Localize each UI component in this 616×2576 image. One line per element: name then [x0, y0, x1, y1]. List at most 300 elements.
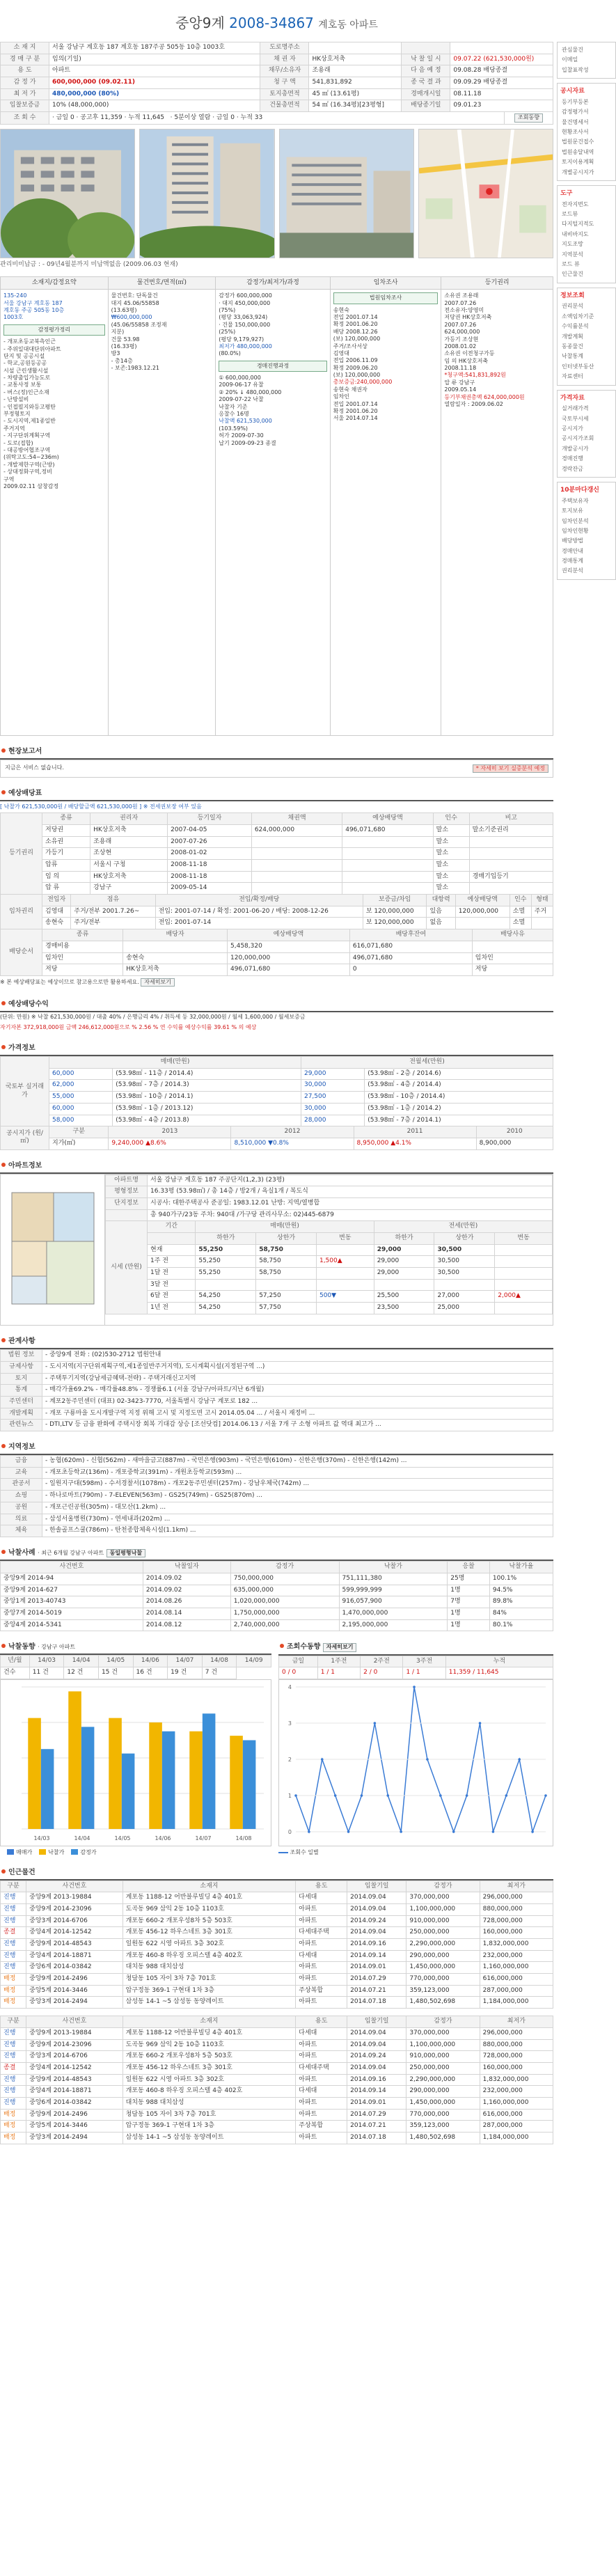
near2-cell: 287,000,000	[480, 2121, 553, 2133]
apt-price-cell: 1년 전	[148, 1303, 196, 1314]
month-tab[interactable]: 14/09	[237, 1656, 271, 1667]
recent-cell: 1,750,000,000	[230, 1608, 339, 1620]
sidebar-item[interactable]: 물건명세서	[562, 118, 589, 125]
trend-head: 1주전	[317, 1656, 360, 1667]
apt-price-cell: 57,250	[256, 1291, 317, 1303]
near-cell: 도곡동 969 삼익 2동 10층 1103호	[123, 1903, 296, 1915]
rent-price: 30,000	[301, 1103, 364, 1115]
near2-cell: 종결	[1, 2062, 26, 2074]
apt-label	[106, 1209, 148, 1221]
legend-swatch	[7, 1849, 14, 1855]
summary-line: 2007.07.26	[444, 299, 477, 306]
near2-cell: 2014.09.24	[347, 2051, 406, 2063]
apt-price-sub: 상한가	[434, 1233, 495, 1245]
sidebar-item[interactable]: 경매진행	[562, 455, 583, 462]
sidebar-item[interactable]: 국토부시세	[562, 415, 589, 422]
sidebar-item[interactable]: 감정평가서	[562, 109, 589, 116]
basic-cell: 채 권 자	[260, 54, 309, 65]
deed-row	[1, 836, 553, 848]
near-cell: 2014.09.14	[347, 1950, 406, 1962]
basic-cell	[309, 42, 402, 54]
sidebar-group-title: 공시자료	[560, 88, 585, 95]
photo-building-1[interactable]	[139, 129, 274, 258]
legend-swatch	[39, 1849, 46, 1855]
dist-head: 배당후잔여	[349, 929, 472, 941]
deed-cell: 496,071,680	[342, 824, 433, 836]
recent-row	[1, 1585, 553, 1596]
public-price-table	[0, 1126, 553, 1149]
apt-price-cell: 29,000	[374, 1256, 434, 1268]
apt-info	[105, 1175, 553, 1326]
price-label: 국토부 실거래가	[1, 1057, 49, 1126]
sidebar-item[interactable]: 이메일	[562, 56, 578, 63]
sidebar-item[interactable]: 로드 뷰	[562, 261, 580, 268]
dist-cell: 496,071,680	[228, 964, 350, 976]
summary-line: 2009-07-22 낙찰	[219, 396, 264, 403]
court-name: 중앙9계	[175, 15, 225, 31]
x-tick-label: 14/08	[235, 1835, 252, 1841]
near-cell: 2014.07.18	[347, 1997, 406, 2009]
dist-more-button[interactable]: 자세히보기	[141, 978, 175, 987]
bar-legend	[0, 1849, 271, 1856]
near2-cell: 2014.09.04	[347, 2062, 406, 2074]
recent-cell: 중앙9계 2014-627	[1, 1585, 143, 1596]
sidebar-item[interactable]: 공시지가조회	[562, 435, 594, 442]
deed-cell: 강남구	[90, 883, 168, 895]
near2-cell: 개포동 456-12 하우스네트 3층 301호	[123, 2062, 296, 2074]
sidebar-item[interactable]: 수익률분석	[562, 323, 589, 330]
near-row	[1, 1950, 553, 1962]
loc-value: - 일원지구대(598m) - 수서경찰서(1078m) - 개포2동주민센터(257m) - 강남우체국(742m) ...	[42, 1479, 553, 1491]
recent-cell: 916,057,900	[339, 1596, 448, 1608]
apt-price-cell: 29,000	[374, 1268, 434, 1280]
sidebar-item[interactable]: 자료센터	[562, 373, 583, 380]
sidebar-item[interactable]: 인터넷부동산	[562, 363, 594, 370]
price-title: 가격정보	[0, 1041, 553, 1056]
deed-cell	[251, 871, 342, 883]
summary-line: 김영대	[333, 350, 349, 356]
basic-cell: 45 ㎡ (13.61평)	[309, 88, 402, 100]
sidebar-item[interactable]: 관심물건	[562, 47, 583, 53]
sidebar-item[interactable]: 내비바지도	[562, 230, 589, 237]
near2-cell: 다세대주택	[296, 2062, 347, 2074]
data-point	[452, 1830, 455, 1833]
summary-line: ② 20% ↓ 480,000,000	[219, 388, 282, 395]
sidebar-item[interactable]: 주택보유자	[562, 497, 589, 504]
trend-cell: 1 / 1	[317, 1667, 360, 1679]
sidebar-item[interactable]: 낙찰통계	[562, 353, 583, 360]
sidebar-item[interactable]: 임차인분석	[562, 517, 589, 524]
dist-note: ※ 본 예상배당표는 예상이므로 참고용으로만 활용하세요.	[0, 978, 139, 985]
near2-cell: 배정	[1, 2133, 26, 2144]
y-tick-label: 4	[287, 1684, 292, 1691]
bar-낙찰가	[203, 1713, 216, 1829]
env-value: - 매각가율69.2% - 매각률48.8% - 경쟁률6.1 (서울 강남구/아파트/지난 6개월)	[42, 1385, 553, 1397]
deed-head: 인수	[433, 813, 469, 825]
summary-area: 물건번호/면적(㎡) 물건번호: 단독물건 대지 45.06/55858 (13.63평) ₩600,000,000 (45.06/55858 조정재 지분) 건물 53.98 (16.33평) 방3 - 총14층 - 보존:1983.12.21	[109, 277, 216, 735]
apt-price-cell: 54,250	[196, 1303, 256, 1314]
bar-낙찰가	[162, 1731, 175, 1829]
summary-line: (45.06/55858 조정재	[111, 321, 167, 328]
dist-cell: HK상호저축	[123, 964, 228, 976]
deed-cell: 서울시 구청	[90, 860, 168, 872]
near-head: 용도	[296, 1880, 347, 1892]
sidebar-item[interactable]: 개별공시지가	[562, 168, 594, 175]
near2-cell: 2014.07.18	[347, 2133, 406, 2144]
deed-cell: HK상호저축	[90, 824, 168, 836]
tenant-cell: 없음	[427, 918, 455, 929]
basic-cell: 09.08.28 배당종결	[450, 65, 553, 77]
near2-cell: 2014.07.21	[347, 2121, 406, 2133]
sidebar-item[interactable]: 임차인현황	[562, 527, 589, 534]
summary-line: 감정평가정리	[3, 324, 105, 336]
apt-price-cell	[495, 1244, 553, 1256]
basic-cell: 배당종기일	[402, 100, 450, 112]
view-trend-table	[278, 1656, 553, 1679]
dist-head: 배당사유	[472, 929, 553, 941]
sidebar-item[interactable]: 소액임차기준	[562, 313, 594, 320]
sidebar-item[interactable]: 입찰표작성	[562, 66, 589, 73]
tenant-cell: 주거/전부 2001.7.26~	[71, 906, 155, 918]
summary-line: (평당 33,063,924)	[219, 314, 268, 321]
dist-cell: 임차인	[42, 952, 123, 964]
summary-line: - 지구단위계획구역	[3, 432, 51, 439]
dist-cell: 임차인	[472, 952, 553, 964]
month-tab[interactable]: 14/04	[64, 1656, 99, 1667]
apt-price-head: 기간	[148, 1221, 196, 1233]
recent-cell: 89.8%	[489, 1596, 553, 1608]
sidebar-item[interactable]: 실거래가격	[562, 405, 589, 412]
sidebar-item[interactable]: 경락잔금	[562, 465, 583, 472]
sidebar-item[interactable]: 토지보유	[562, 508, 583, 515]
near-table-2	[0, 2016, 553, 2144]
photo-apartment-exterior[interactable]	[0, 129, 135, 258]
deed-cell	[342, 860, 433, 872]
sidebar-item[interactable]: 법원송달내역	[562, 148, 594, 155]
trend-cell: 2 / 0	[361, 1667, 403, 1679]
near-cell: 290,000,000	[406, 1950, 480, 1962]
near-cell: 중앙6계 2014-03842	[26, 1962, 123, 1974]
sidebar-group-title: 정보조회	[560, 292, 585, 299]
summary-line: 2009.02.11 삼창감정	[3, 482, 59, 489]
recent-cell: 750,000,000	[230, 1573, 339, 1585]
recent-cell: 7명	[448, 1596, 490, 1608]
near2-cell: 진행	[1, 2027, 26, 2039]
deed-cell	[251, 860, 342, 872]
sidebar-item[interactable]: 경매통계	[562, 558, 583, 565]
bid-trend	[0, 1640, 271, 1856]
env-section	[0, 1334, 553, 1431]
recent-title: 낙찰사례 · 최근 6개월 강남구 아파트 동일평형낙찰	[0, 1546, 553, 1561]
near-cell: 대치동 988 대치삼성	[123, 1962, 296, 1974]
apt-price-cell: 58,750	[256, 1268, 317, 1280]
apt-value: 총 940가구/23동 주차: 940대 /가구당 관리사무소: 02)445-6879	[148, 1209, 553, 1221]
data-point	[479, 1722, 482, 1725]
tenant-head: 형태	[531, 895, 553, 906]
summary-line: - 인접필지와등고평탄	[3, 403, 56, 410]
sidebar-item[interactable]: 권리분석	[562, 567, 583, 574]
price-unit: 매매(만원)	[49, 1057, 301, 1069]
near-cell: 아파트	[296, 1903, 347, 1915]
summary-line: 낙찰액 621,530,000	[219, 418, 272, 425]
near-head: 사건번호	[26, 1880, 123, 1892]
data-point	[361, 1794, 363, 1797]
recent-section	[0, 1546, 553, 1632]
sidebar-item[interactable]: 배당방법	[562, 537, 583, 544]
near-title: 인근물건	[0, 1865, 553, 1880]
near-cell: 아파트	[296, 1939, 347, 1951]
deed-cell	[251, 836, 342, 848]
near2-cell: 중앙3계 2014-6706	[26, 2051, 123, 2063]
sale-price: 58,000	[49, 1115, 113, 1126]
env-value: - 주택투기지역(강남세금혜택-전략) - 주택거래신고지역	[42, 1373, 553, 1385]
summary-line: · 건물 150,000,000	[219, 321, 271, 328]
month-tab[interactable]: 14/06	[133, 1656, 168, 1667]
summary-price: 감정가/최저가/과정 감정가 600,000,000 · 대지 450,000,000 (75%) (평당 33,063,924) · 건물 150,000,000 (25%) (평당 9,179,927) 최저가 480,000,000 (80.0%) 경매진행과정 ① 600,000,000 2009-06-17 유찰 ② 20% ↓ 480,000,000 2009-07-22 낙찰 낙찰자 기준 응찰수 16명 낙찰액 621,530,000 (103.59%) 허가 2009-07-30 납기 2009-09-23 종결	[216, 277, 331, 735]
trend-head: 2주전	[361, 1656, 403, 1667]
sidebar-item[interactable]: 로드뷰	[562, 211, 578, 218]
near-row	[1, 1962, 553, 1974]
summary-line: ₩600,000,000	[111, 314, 152, 321]
near2-cell: 아파트	[296, 2097, 347, 2109]
near-cell: 910,000,000	[406, 1915, 480, 1927]
apt-price-sub: 변동	[495, 1233, 553, 1245]
env-label: 주민센터	[1, 1397, 42, 1408]
month-tab: 년/월	[1, 1656, 30, 1667]
basic-cell: 09.01.23	[450, 100, 553, 112]
tenant-cell: 송현숙	[42, 918, 71, 929]
near-cell: 2014.07.29	[347, 1974, 406, 1986]
basic-info-table	[0, 42, 553, 112]
summary-line: (80.0%)	[219, 350, 241, 357]
photo-location-map[interactable]	[418, 129, 553, 258]
near-cell: 배정	[1, 1997, 26, 2009]
summary-line: 대지 45.06/55858	[111, 299, 159, 306]
near2-cell: 160,000,000	[480, 2062, 553, 2074]
sidebar-item[interactable]: 토지이용계획	[562, 159, 594, 166]
view-trend-more-button[interactable]: 자세히보기	[323, 1643, 357, 1651]
near-cell: 개포동 460-8 하우징 오피스텔 4층 402호	[123, 1950, 296, 1962]
apt-price-sub: 하한가	[374, 1233, 434, 1245]
near-cell: 2014.09.16	[347, 1939, 406, 1951]
near-cell: 개포동 660-2 개포우성8차 5층 503호	[123, 1915, 296, 1927]
summary-line: - 차량출입가능도로	[3, 375, 51, 382]
near2-row	[1, 2121, 553, 2133]
deed-cell	[469, 836, 553, 848]
sidebar-item[interactable]: 현황조사서	[562, 129, 589, 136]
summary-line: (103.59%)	[219, 425, 248, 432]
loc-value: - 농협(620m) - 신협(562m) - 새마을금고(887m) - 국민은행(903m) - 국민은행(610m) - 신한은행(370m) - 신한은행(142m) ...	[42, 1456, 553, 1468]
sidebar-item[interactable]: 개발공시가	[562, 445, 589, 452]
recent-cell: 중앙9계 2014-94	[1, 1573, 143, 1585]
tenant-head: 보증금/차임	[363, 895, 427, 906]
near2-cell: 중앙9계 2014-48543	[26, 2074, 123, 2086]
y-tick-label: 1	[287, 1793, 292, 1800]
near2-cell: 616,000,000	[480, 2109, 553, 2121]
near-cell: 중앙9계 2013-19884	[26, 1892, 123, 1904]
near2-cell: 중앙6계 2014-03842	[26, 2097, 123, 2109]
deed-cell: 말소	[433, 848, 469, 860]
rent-price: 28,000	[301, 1115, 364, 1126]
sale-detail: (53.98㎡ - 7층 / 2014.3)	[113, 1080, 301, 1092]
sidebar-item[interactable]: 권리분석	[562, 303, 583, 310]
near-cell: 개포동 456-12 하우스네트 3층 301호	[123, 1927, 296, 1939]
sale-price: 60,000	[49, 1103, 113, 1115]
pub-cell: 8,900,000	[476, 1138, 553, 1149]
basic-cell: 10% (48,000,000)	[49, 100, 260, 112]
tenant-head: 전입자	[42, 895, 71, 906]
recent-cell: 1,020,000,000	[230, 1596, 339, 1608]
summary-line: 624,000,000	[444, 329, 480, 336]
near2-cell: 2014.09.14	[347, 2086, 406, 2098]
sidebar-item[interactable]: 등기부등본	[562, 98, 589, 105]
basic-cell: 조용래	[309, 65, 402, 77]
summary-line: 전입 2001.07.14	[333, 400, 378, 407]
profit-title: 예상배당수익	[0, 997, 553, 1012]
near2-cell: 중앙4계 2014-18871	[26, 2086, 123, 2098]
basic-cell: 채무/소유자	[260, 65, 309, 77]
recent-cell: 2014.08.26	[143, 1596, 230, 1608]
recent-head: 응찰	[448, 1562, 490, 1573]
same-size-button[interactable]: 동일평형낙찰	[106, 1549, 145, 1557]
data-point	[400, 1830, 402, 1833]
recent-cell: 중앙1계 2013-40743	[1, 1596, 143, 1608]
basic-cell: 건물총면적	[260, 100, 309, 112]
count-cell: 19 건	[168, 1667, 203, 1679]
env-label: 관련뉴스	[1, 1420, 42, 1431]
apt-price-cell: 55,250	[196, 1256, 256, 1268]
near-cell: 2014.09.04	[347, 1892, 406, 1904]
data-point	[308, 1830, 310, 1833]
near2-cell: 배정	[1, 2121, 26, 2133]
y-tick-label: 0	[287, 1829, 292, 1836]
near-cell: 주상복합	[296, 1985, 347, 1997]
sidebar-item[interactable]: 경매안내	[562, 547, 583, 554]
deed-row	[1, 883, 553, 895]
apt-price-cell	[256, 1279, 317, 1291]
loc-value: - 하나로마트(790m) - 7-ELEVEN(563m) - GS25(749m) - GS25(870m) ...	[42, 1491, 553, 1502]
price-unit2: 전월세(만원)	[301, 1057, 553, 1069]
pub-cell: 지가(㎡)	[49, 1138, 109, 1149]
deed-cell	[342, 848, 433, 860]
sidebar-item[interactable]: 법원문건접수	[562, 139, 594, 146]
deed-cell: 임 의	[42, 871, 90, 883]
month-tab[interactable]: 14/08	[202, 1656, 237, 1667]
apt-price-cell: 54,250	[196, 1291, 256, 1303]
near-cell: 1,832,000,000	[480, 1939, 553, 1951]
apt-price-cell: 2,000▲	[495, 1291, 553, 1303]
near2-cell: 880,000,000	[480, 2039, 553, 2051]
sidebar-item[interactable]: 개발계획	[562, 333, 583, 340]
apt-price-cell: 30,500	[434, 1244, 495, 1256]
month-tab[interactable]: 14/07	[168, 1656, 203, 1667]
case-number[interactable]: 2008-34867	[229, 15, 314, 31]
recent-cell: 2014.09.02	[143, 1585, 230, 1596]
deed-cell	[342, 871, 433, 883]
data-point	[544, 1794, 547, 1797]
deed-table	[0, 812, 553, 895]
sidebar-group	[557, 482, 616, 580]
dist-head: 배당자	[123, 929, 228, 941]
map-button[interactable]: 조회동향	[514, 113, 543, 122]
rent-detail: (53.98㎡ - 4층 / 2014.4)	[365, 1080, 553, 1092]
line-chart-svg	[279, 1680, 553, 1846]
loc-value: - 개포근린공원(305m) - 대모산(1.2km) ...	[42, 1502, 553, 1514]
near-row	[1, 1927, 553, 1939]
sale-price: 60,000	[49, 1068, 113, 1080]
sidebar-item[interactable]: 공시지가	[562, 425, 583, 432]
sidebar-group	[557, 185, 616, 283]
month-tab[interactable]: 14/05	[98, 1656, 133, 1667]
profit-line1: (단위: 만원) ※ 낙찰 621,530,000원 / 대출 40% / 은행금리 4% / 취득세 등 32,000,000원 / 월세 1,600,000 / 월세보증금	[0, 1014, 306, 1021]
recent-head: 사건번호	[1, 1562, 143, 1573]
near2-cell: 2014.09.01	[347, 2097, 406, 2109]
near-cell: 370,000,000	[406, 1892, 480, 1904]
near2-row	[1, 2051, 553, 2063]
month-tab[interactable]: 14/03	[29, 1656, 64, 1667]
tenant-cell: 보 120,000,000	[363, 918, 427, 929]
photo-gallery	[0, 129, 553, 258]
sidebar-group-title: 도구	[560, 189, 573, 197]
summary-line: 압 류 강남구	[444, 379, 475, 386]
sidebar-item[interactable]: 전자지번도	[562, 201, 589, 207]
loc-section	[0, 1440, 553, 1537]
basic-cell: HK상호저축	[309, 54, 402, 65]
sidebar-item[interactable]: 지역분석	[562, 251, 583, 258]
summary-line: 저당권 HK상호저축	[444, 314, 492, 321]
apt-section	[0, 1159, 553, 1326]
page-title	[0, 14, 553, 32]
near2-cell: 370,000,000	[406, 2027, 480, 2039]
basic-cell: 도로명주소	[260, 42, 309, 54]
near2-cell: 728,000,000	[480, 2051, 553, 2063]
near-cell: 다세대	[296, 1950, 347, 1962]
floor-plan[interactable]	[1, 1175, 105, 1326]
data-point	[439, 1794, 442, 1797]
bid-trend-title: 낙찰동향 · 강남구 아파트	[0, 1640, 271, 1655]
near-cell: 일원동 622 시영 아파트 3층 302호	[123, 1939, 296, 1951]
recent-cell: 2014.08.14	[143, 1608, 230, 1620]
summary-line: 법원임차조사	[333, 292, 439, 304]
data-point	[492, 1830, 495, 1833]
apt-price-cell: 57,750	[256, 1303, 317, 1314]
tenant-cell	[531, 918, 553, 929]
deed-cell	[469, 860, 553, 872]
near2-row	[1, 2027, 553, 2039]
notice-link[interactable]: * 자세히 보기 실증분석 예정	[473, 764, 548, 773]
sidebar-item[interactable]: 동종물건	[562, 343, 583, 350]
sidebar-item[interactable]: 다지털지적도	[562, 221, 594, 228]
summary-line: - 총14층	[111, 357, 133, 364]
pub-head: 2010	[476, 1126, 553, 1138]
summary-line: (위탁고도:54~236m)	[3, 454, 59, 461]
recent-head: 낙찰가	[339, 1562, 448, 1573]
dist-row	[1, 941, 553, 952]
summary-line: 임차인	[333, 393, 349, 400]
tenant-cell: 120,000,000	[455, 906, 510, 918]
deed-cell: 말소	[433, 883, 469, 895]
basic-cell: 입찰보증금	[1, 100, 49, 112]
deed-head: 등기일자	[168, 813, 252, 825]
near2-cell: 250,000,000	[406, 2062, 480, 2074]
tenant-cell: 전입: 2001-07-14	[155, 918, 363, 929]
sidebar-item[interactable]: 인근물건	[562, 271, 583, 278]
sidebar-item[interactable]: 지도조망	[562, 241, 583, 248]
summary-line: 소유권 이전청구가등	[444, 350, 495, 357]
photo-caption: 관리비미납금 : - 09년4월분까지 미납액없음 (2009.06.03 현재)	[0, 260, 178, 268]
tenant-cell: 주거	[531, 906, 553, 918]
photo-building-2[interactable]	[279, 129, 414, 258]
